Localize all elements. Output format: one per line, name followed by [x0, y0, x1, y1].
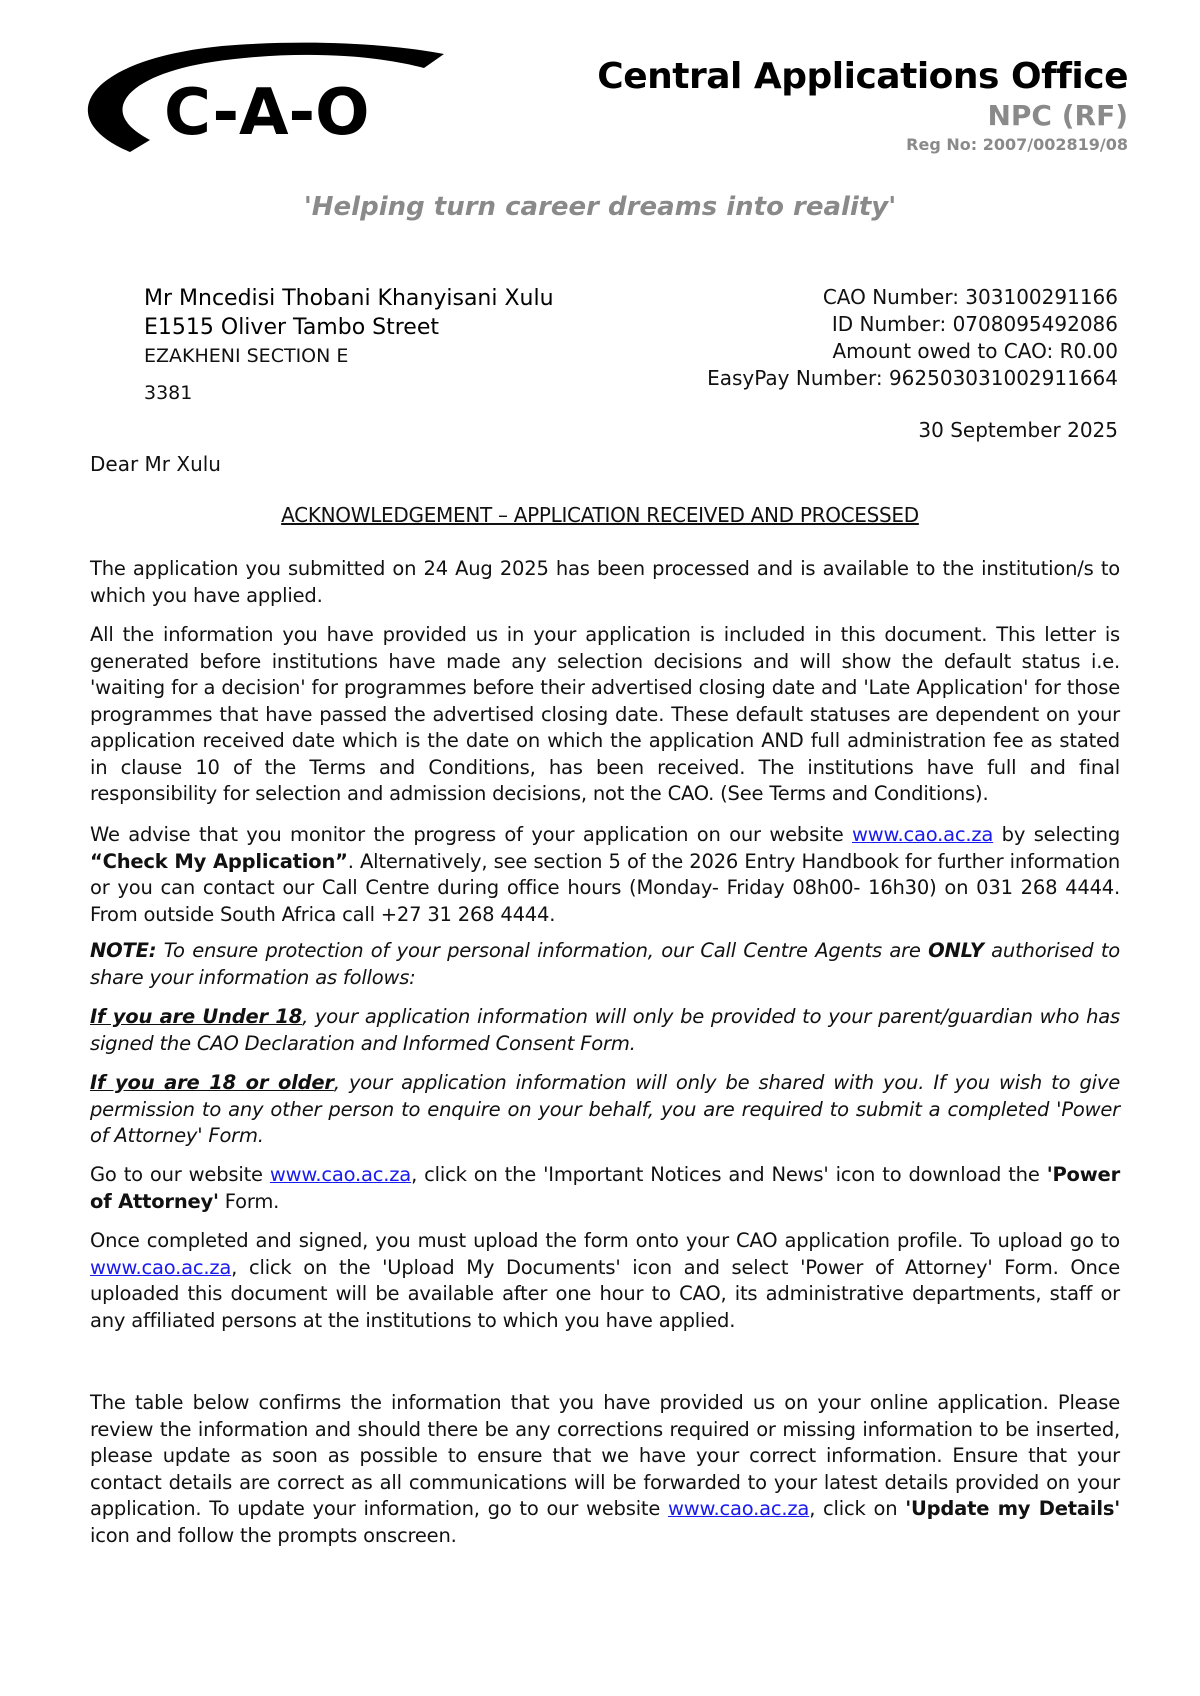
org-name: Central Applications Office [597, 56, 1128, 97]
text: , your application information will only be provided to your parent/guardian who has signed the CAO Declaration and Informed Consent Form. [90, 1005, 1120, 1055]
recipient-street: E1515 Oliver Tambo Street [144, 315, 439, 340]
paragraph-processed [90, 556, 1120, 609]
paragraph-text: The application you submitted on 24 Aug 2025 has been processed and is available to the institution/s to which you have applied. [90, 557, 1120, 607]
paragraph-note [90, 938, 1120, 991]
cao-logo [72, 40, 452, 160]
under-18-label: If you are Under 18 [90, 1005, 303, 1028]
paragraph-information [90, 622, 1120, 808]
cao-swoosh-icon [72, 40, 452, 160]
website-link[interactable]: www.cao.ac.za [90, 1255, 232, 1279]
reg-number: Reg No: 2007/002819/08 [906, 135, 1128, 154]
letter-title: ACKNOWLEDGEMENT – APPLICATION RECEIVED AND PROCESSED [281, 503, 919, 527]
power-of-attorney-text: 'Power of Attorney' [90, 1163, 1121, 1213]
paragraph-table-intro [90, 1390, 1120, 1549]
text: We advise that you monitor the progress of your application on our website [90, 823, 852, 846]
greeting: Dear Mr Xulu [90, 452, 221, 476]
paragraph-18-or-older [90, 1070, 1120, 1150]
text: Go to our website [90, 1163, 270, 1186]
id-number: ID Number: 0708095492086 [831, 312, 1118, 336]
text: To ensure protection of your personal information, our Call Centre Agents are [156, 939, 929, 962]
recipient-address [144, 284, 554, 408]
org-block [597, 56, 1128, 156]
text: Once completed and signed, you must upload the form onto your CAO application profile. To upload go to [90, 1229, 1120, 1252]
cao-number: CAO Number: 303100291166 [822, 285, 1118, 309]
text: . Alternatively, see section 5 of the 2026 Entry Handbook for further information or you can contact our Call Centre during office hours (Monday- Friday 08h00- 16h30) on 031 268 4444. From outside South Africa call +27 31 268 4444. [90, 849, 1120, 926]
recipient-postal-code: 3381 [144, 382, 193, 404]
website-link[interactable]: www.cao.ac.za [668, 1497, 810, 1520]
tagline: 'Helping turn career dreams into reality' [303, 192, 897, 222]
check-my-application-text: “Check My Application” [90, 849, 348, 873]
text: , your application information will only be shared with you. If you wish to give permission to any other person to enquire on your behalf, you are required to submit a completed 'Power of Attorney' Form. [90, 1071, 1120, 1147]
paragraph-monitor [90, 822, 1120, 928]
only-emphasis: ONLY [928, 939, 984, 962]
easypay-number: EasyPay Number: 962503031002911664 [707, 366, 1118, 390]
website-link[interactable]: www.cao.ac.za [269, 1163, 412, 1186]
text: authorised to share your information as follows: [90, 939, 1120, 989]
text: icon and follow the prompts onscreen. [90, 1523, 457, 1547]
paragraph-download-form [90, 1162, 1120, 1215]
text: , click on the 'Important Notices and News' icon to download the [411, 1163, 1047, 1186]
paragraph-text: All the information you have provided us in your application is included in this document. This letter is generated before institutions have made any selection decisions and will show the default status i.e. 'waiting for a decision' for programmes before their advertised closing date and 'Late Application' for those programmes that have passed the advertised closing date. These default statuses are dependent on your application received date which is the date on which the application AND full administration fee as stated in clause 10 of the Terms and Conditions, has been received. The institutions have full and final responsibility for selection and admission decisions, not the CAO. (See Terms and Conditions). [90, 623, 1120, 805]
note-label: NOTE: [90, 939, 157, 962]
recipient-area: EZAKHENI SECTION E [144, 345, 349, 367]
text: Form. [218, 1189, 280, 1213]
org-type: NPC (RF) [987, 99, 1128, 132]
recipient-name: Mr Mncedisi Thobani Khanyisani Xulu [144, 286, 554, 311]
letter-date: 30 September 2025 [918, 418, 1118, 442]
amount-owed: Amount owed to CAO: R0.00 [832, 339, 1118, 363]
reference-block [707, 284, 1118, 392]
over-18-label: If you are 18 or older [90, 1071, 334, 1094]
text: The table below confirms the information that you have provided us on your online application. Please review the information and should there be any corrections required or missing information to be inserted, please update as soon as possible to ensure that we have your correct information. Ensure that your contact details are correct as all communications will be forwarded to your latest details provided on your application. To update your information, go to our website [90, 1391, 1120, 1520]
paragraph-upload [90, 1228, 1120, 1334]
update-my-details-text: 'Update my Details' [905, 1497, 1121, 1520]
text: , click on the 'Upload My Documents' icon and select 'Power of Attorney' Form. Once uploaded this document will be available after one hour to CAO, its administrative departments, staff or any affiliated persons at the institutions to which you have applied. [90, 1255, 1120, 1332]
svg-text:C-A-O: C-A-O [164, 76, 370, 150]
text: by selecting [993, 823, 1120, 846]
paragraph-under-18 [90, 1004, 1120, 1057]
text: , click on [809, 1497, 906, 1520]
website-link[interactable]: www.cao.ac.za [852, 823, 994, 846]
